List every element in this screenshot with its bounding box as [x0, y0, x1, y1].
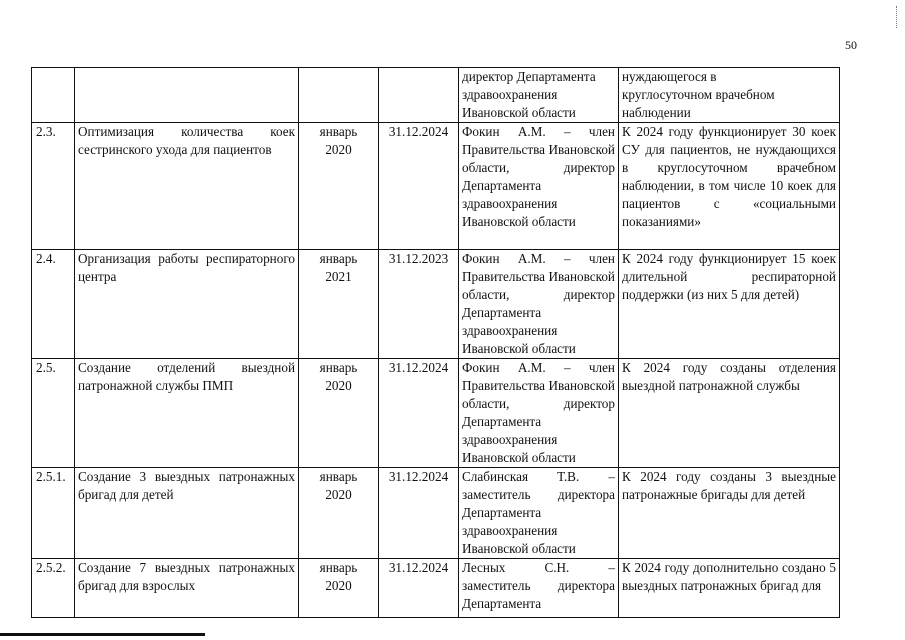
- row-number: 2.5.1.: [32, 468, 75, 559]
- row-number: [32, 68, 75, 123]
- end-date: 31.12.2024: [379, 359, 459, 468]
- table-row: [32, 68, 840, 123]
- responsible-person: Слабинская Т.В. – заместитель директора Департамента здравоохранения Ивановской области: [459, 468, 619, 559]
- end-date: 31.12.2023: [379, 250, 459, 359]
- measure-name: Создание отделений выездной патронажной службы ПМП: [75, 359, 299, 468]
- table-row: [32, 468, 840, 559]
- bottom-scan-rule: [0, 633, 205, 636]
- row-number: 2.5.: [32, 359, 75, 468]
- responsible-person: Фокин А.М. – член Правительства Ивановской области, директор Департамента здравоохранения Ивановской области: [459, 250, 619, 359]
- responsible-person: Фокин А.М. – член Правительства Ивановской области, директор Департамента здравоохранения Ивановской области: [459, 359, 619, 468]
- row-number: 2.3.: [32, 123, 75, 250]
- start-date: январь 2020: [299, 468, 379, 559]
- end-date: 31.12.2024: [379, 559, 459, 618]
- expected-result: К 2024 году созданы отделения выездной патронажной службы: [619, 359, 840, 468]
- end-date: 31.12.2024: [379, 123, 459, 250]
- responsible-person: директор Департамента здравоохранения Ивановской области: [459, 68, 619, 123]
- table-row: [32, 123, 840, 250]
- table-row: [32, 359, 840, 468]
- start-date: январь 2020: [299, 559, 379, 618]
- measure-name: Организация работы респираторного центра: [75, 250, 299, 359]
- end-date: 31.12.2024: [379, 468, 459, 559]
- page-number: 50: [845, 38, 857, 52]
- table-row: [32, 559, 840, 618]
- measure-name: Оптимизация количества коек сестринского ухода для пациентов: [75, 123, 299, 250]
- responsible-person: Лесных С.Н. – заместитель директора Департамента: [459, 559, 619, 618]
- start-date: [299, 68, 379, 123]
- start-date: январь 2021: [299, 250, 379, 359]
- expected-result: К 2024 году функционирует 15 коек длительной респираторной поддержки (из них 5 для детей): [619, 250, 840, 359]
- measure-name: Создание 7 выездных патронажных бригад для взрослых: [75, 559, 299, 618]
- measure-name: [75, 68, 299, 123]
- expected-result: К 2024 году функционирует 30 коек СУ для пациентов, не нуждающихся в круглосуточном врачебном наблюдении, в том числе 10 коек для пациентов с «социальными показаниями»: [619, 123, 840, 250]
- table-row: [32, 250, 840, 359]
- margin-scan-mark: [896, 6, 899, 28]
- plan-table: [31, 67, 840, 618]
- row-number: 2.5.2.: [32, 559, 75, 618]
- row-number: 2.4.: [32, 250, 75, 359]
- responsible-person: Фокин А.М. – член Правительства Ивановской области, директор Департамента здравоохранения Ивановской области: [459, 123, 619, 250]
- start-date: январь 2020: [299, 359, 379, 468]
- start-date: январь 2020: [299, 123, 379, 250]
- expected-result: К 2024 году созданы 3 выездные патронажные бригады для детей: [619, 468, 840, 559]
- expected-result: нуждающегося в круглосуточном врачебном наблюдении: [619, 68, 840, 123]
- end-date: [379, 68, 459, 123]
- expected-result: К 2024 году дополнительно создано 5 выездных патронажных бригад для: [619, 559, 840, 618]
- measure-name: Создание 3 выездных патронажных бригад для детей: [75, 468, 299, 559]
